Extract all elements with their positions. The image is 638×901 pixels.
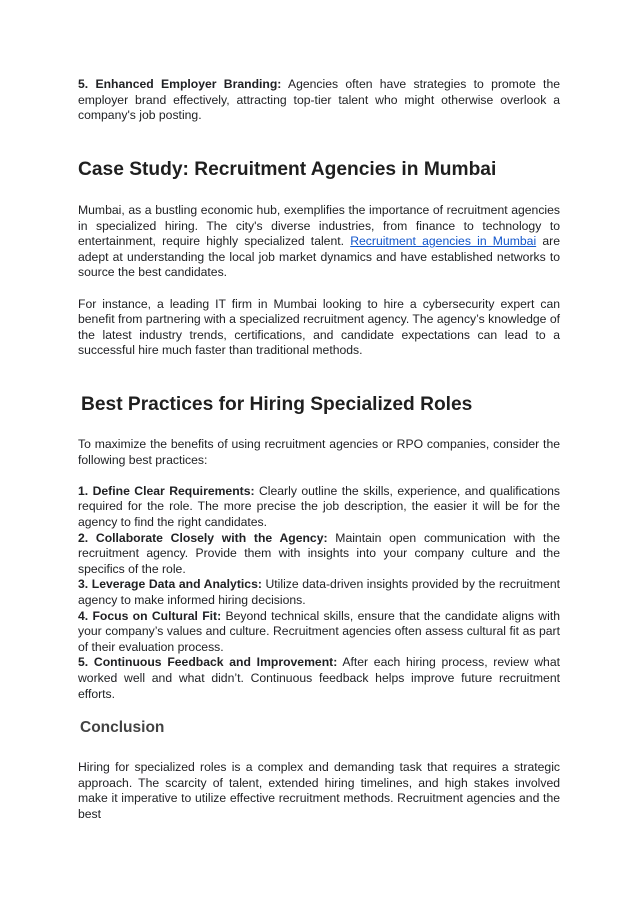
practice-item-3 (78, 577, 560, 608)
practice-item-3-label: 3. Leverage Data and Analytics: (78, 577, 262, 592)
case-study-paragraph-1 (78, 203, 560, 281)
practice-item-4-label: 4. Focus on Cultural Fit: (78, 608, 222, 623)
branding-section (78, 77, 560, 124)
practice-item-4-text: Beyond technical skills, ensure that the candidate aligns with your company’s values and culture. Recruitment agencies often assess cultural fit as part of their evaluation process. (78, 608, 560, 654)
practice-item-2-text: Maintain open communication with the recruitment agency. Provide them with insights into your company culture and the specifics of the role. (78, 530, 560, 576)
case-study-paragraph-2: For instance, a leading IT firm in Mumbai looking to hire a cybersecurity expert can benefit from partnering with a specialized recruitment agency. The agency’s knowledge of the latest industry trends, certifications, and candidate expectations can lead to a successful hire much faster than traditional methods. (78, 296, 560, 358)
conclusion-heading: Conclusion (80, 719, 165, 736)
case-study-p1-before: Mumbai, as a bustling economic hub, exemplifies the importance of recruitment agencies in specialized hiring. The city's diverse industries, from finance to technology to entertainment, require highly specialized talent. (78, 203, 560, 249)
practice-item-5-label: 5. Continuous Feedback and Improvement: (78, 655, 338, 670)
practice-item-5-text: After each hiring process, review what worked well and what didn’t. Continuous feedback helps improve future recruitment efforts. (78, 655, 561, 701)
practice-item-5 (78, 655, 560, 702)
best-practices-intro: To maximize the benefits of using recruitment agencies or RPO companies, consider the following best practices: (78, 437, 560, 467)
case-study-section (78, 203, 560, 359)
case-study-p1-after: are adept at understanding the local job market dynamics and have established networks to source the best candidates. (78, 234, 560, 280)
practice-item-3-text: Utilize data-driven insights provided by the recruitment agency to make informed hiring decisions. (78, 577, 560, 607)
practice-item-2 (78, 531, 560, 578)
branding-paragraph (78, 77, 560, 124)
practice-item-2-label: 2. Collaborate Closely with the Agency: (78, 530, 328, 545)
best-practices-heading: Best Practices for Hiring Specialized Roles (81, 394, 473, 415)
practice-item-1 (78, 484, 560, 531)
best-practices-section (78, 437, 560, 702)
practice-item-4 (78, 609, 560, 656)
recruitment-agencies-mumbai-link[interactable]: Recruitment agencies in Mumbai (350, 234, 537, 249)
branding-label: 5. Enhanced Employer Branding: (78, 77, 282, 91)
conclusion-section (78, 760, 560, 822)
branding-text: Agencies often have strategies to promote the employer brand effectively, attracting top-tier talent who might otherwise overlook a company's job posting. (78, 77, 561, 123)
case-study-heading: Case Study: Recruitment Agencies in Mumbai (78, 159, 497, 180)
practice-item-1-text: Clearly outline the skills, experience, and qualifications required for the role. The more precise the job description, the easier it will be for the agency to find the right candidates. (78, 483, 560, 529)
practice-item-1-label: 1. Define Clear Requirements: (78, 483, 255, 498)
conclusion-paragraph: Hiring for specialized roles is a complex and demanding task that requires a strategic approach. The scarcity of talent, extended hiring timelines, and high stakes involved make it imperative to utilize effective recruitment methods. Recruitment agencies and the best (78, 760, 560, 821)
